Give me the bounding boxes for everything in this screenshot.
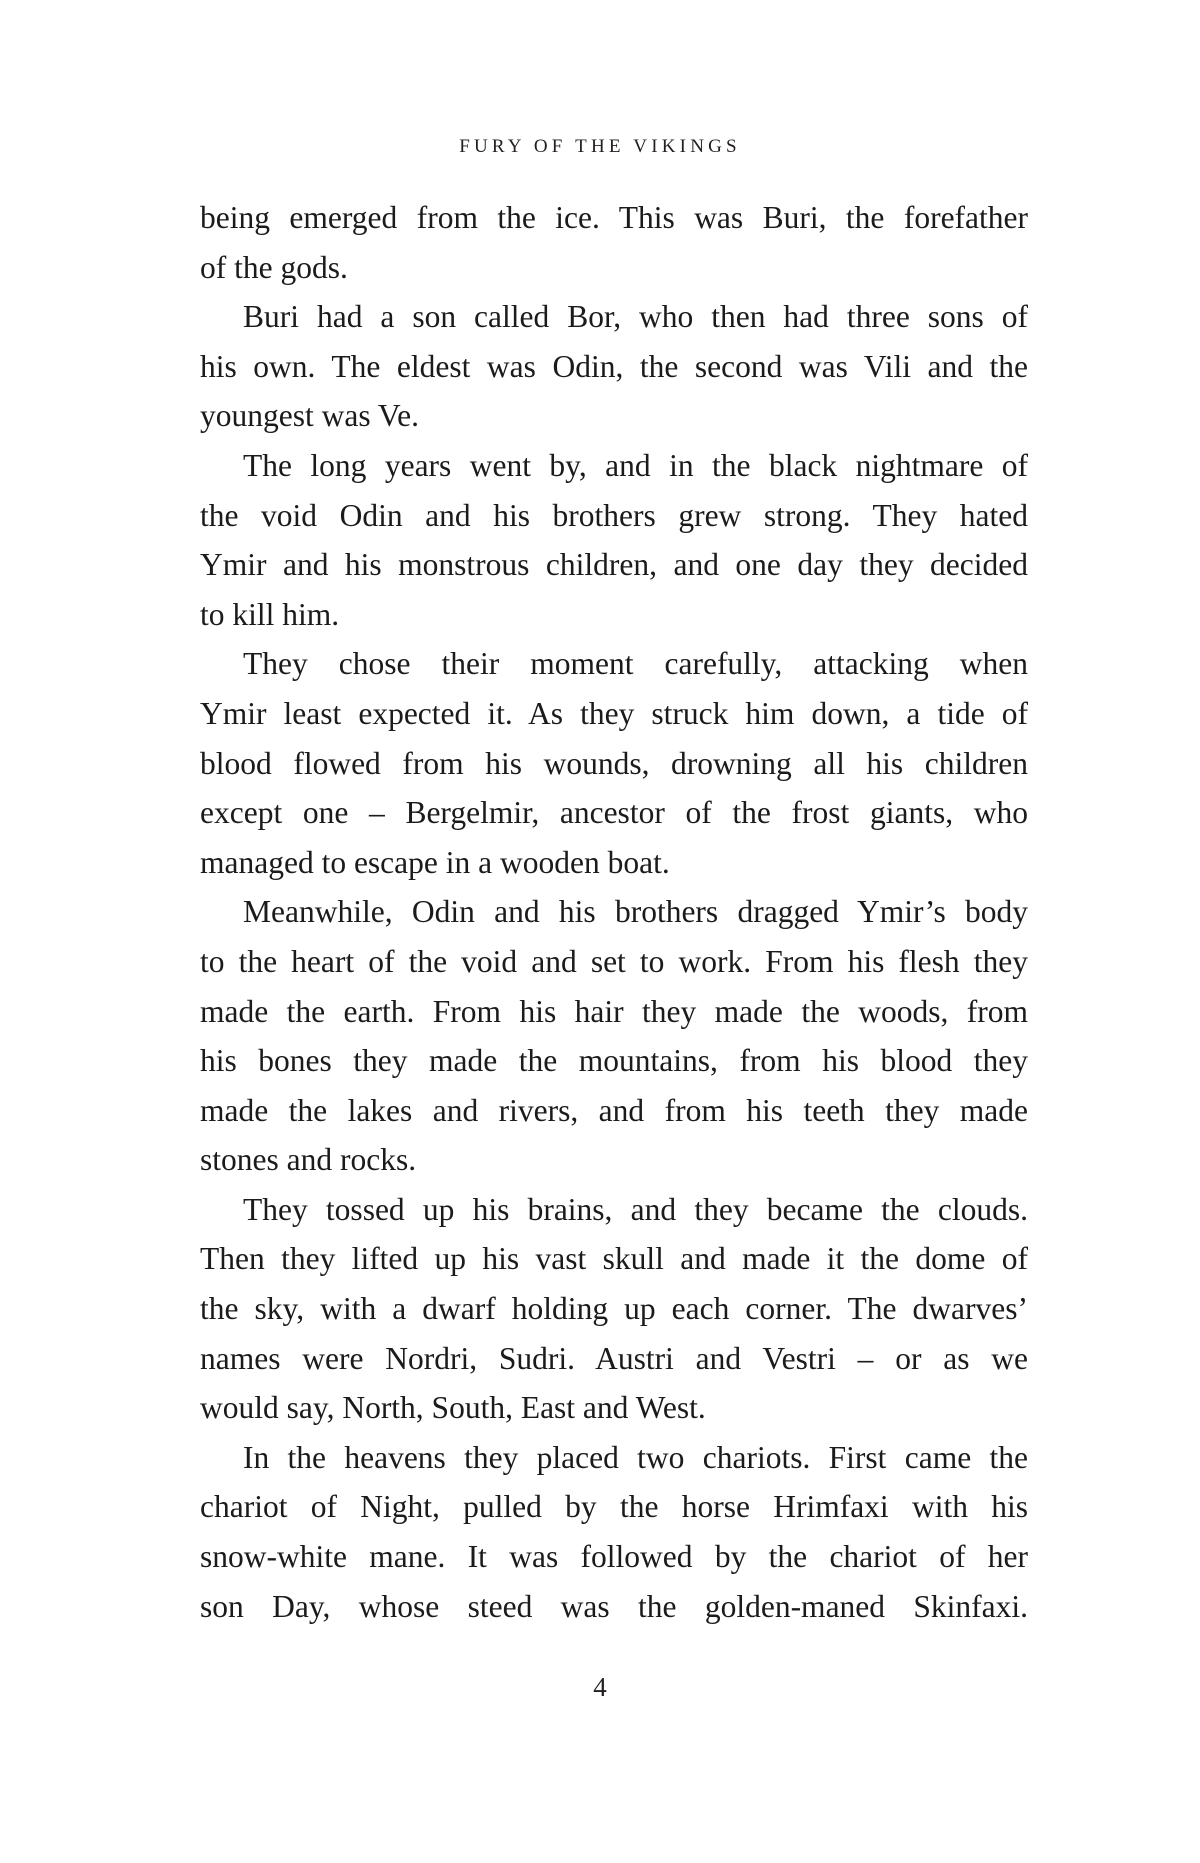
paragraph: [200, 441, 1028, 639]
body-text: [200, 193, 1028, 1631]
text-line: the sky, with a dwarf holding up each corner. The dwarves’: [200, 1291, 1028, 1327]
text-line: Then they lifted up his vast skull and made it the dome of: [200, 1241, 1028, 1277]
page-number: 4: [593, 1672, 607, 1702]
text-line: except one – Bergelmir, ancestor of the frost giants, who: [200, 795, 1028, 831]
paragraph: [200, 193, 1028, 292]
text-line: to kill him.: [200, 596, 340, 632]
text-line: son Day, whose steed was the golden-maned Skinfaxi.: [200, 1588, 1028, 1624]
text-line: the void Odin and his brothers grew strong. They hated: [200, 497, 1028, 533]
text-line: blood flowed from his wounds, drowning all his children: [200, 745, 1028, 781]
text-line: Meanwhile, Odin and his brothers dragged Ymir’s body: [243, 894, 1028, 930]
text-line: of the gods.: [200, 249, 348, 285]
paragraph: [200, 887, 1028, 1185]
text-line: Buri had a son called Bor, who then had three sons of: [243, 299, 1028, 335]
text-line: Ymir and his monstrous children, and one day they decided: [200, 547, 1028, 583]
text-line: to the heart of the void and set to work. From his flesh they: [200, 943, 1028, 979]
text-line: snow-white mane. It was followed by the chariot of her: [200, 1539, 1028, 1575]
text-line: stones and rocks.: [200, 1142, 417, 1178]
text-line: youngest was Ve.: [200, 398, 420, 434]
paragraph: [200, 1185, 1028, 1433]
text-line: being emerged from the ice. This was Buri, the forefather: [200, 200, 1028, 235]
text-line: chariot of Night, pulled by the horse Hrimfaxi with his: [200, 1489, 1028, 1525]
paragraph: [200, 1433, 1028, 1631]
text-line: The long years went by, and in the black nightmare of: [243, 447, 1028, 483]
text-line: his own. The eldest was Odin, the second was Vili and the: [200, 348, 1028, 384]
text-line: In the heavens they placed two chariots. First came the: [243, 1439, 1028, 1475]
text-line: made the earth. From his hair they made the woods, from: [200, 993, 1028, 1029]
text-line: Ymir least expected it. As they struck him down, a tide of: [200, 695, 1028, 731]
text-line: They tossed up his brains, and they became the clouds.: [243, 1191, 1028, 1227]
text-line: They chose their moment carefully, attacking when: [243, 646, 1028, 682]
running-head: FURY OF THE VIKINGS: [459, 136, 741, 157]
text-line: names were Nordri, Sudri. Austri and Vestri – or as we: [200, 1340, 1028, 1376]
text-line: made the lakes and rivers, and from his teeth they made: [200, 1092, 1028, 1128]
paragraph: [200, 639, 1028, 887]
text-line: managed to escape in a wooden boat.: [200, 844, 670, 880]
paragraph: [200, 292, 1028, 441]
text-line: his bones they made the mountains, from his blood they: [200, 1043, 1028, 1079]
text-line: would say, North, South, East and West.: [200, 1390, 706, 1426]
